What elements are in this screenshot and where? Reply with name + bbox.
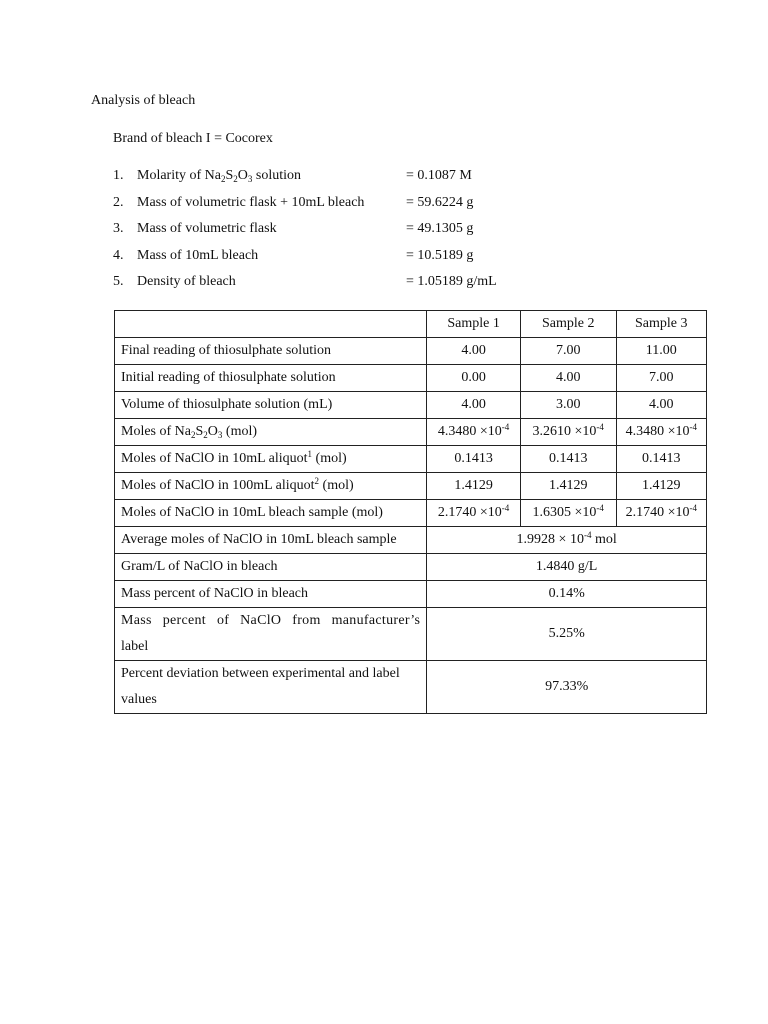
list-item: [113, 220, 533, 247]
table-row: [115, 365, 707, 392]
summary-value: 97.33%: [427, 661, 707, 714]
summary-value: 5.25%: [427, 608, 707, 661]
row-label: Average moles of NaClO in 10mL bleach sample: [115, 527, 427, 554]
item-label: Molarity of $Na_2S_2O_3$ solution: [137, 168, 302, 184]
cell-value: 4.00: [427, 392, 521, 419]
item-label: Mass of 10mL bleach: [137, 247, 259, 263]
cell-value: 4.00: [427, 338, 521, 365]
header-sample-2: Sample 2: [520, 311, 616, 338]
item-number: 5.: [113, 274, 124, 290]
cell-value: 7.00: [616, 365, 706, 392]
row-label: Percent deviation between experimental and label values: [115, 661, 427, 714]
cell-value: 0.1413: [616, 446, 706, 473]
summary-row: [115, 554, 707, 581]
cell-value: 0.1413: [520, 446, 616, 473]
item-number: 4.: [113, 247, 124, 263]
cell-value: 7.00: [520, 338, 616, 365]
header-empty-cell: [115, 311, 427, 338]
table-row: [115, 446, 707, 473]
row-label: Moles of NaClO in 10mL aliquot$^1$ (mol): [115, 446, 427, 473]
cell-value: 4.00: [520, 365, 616, 392]
header-sample-3: Sample 3: [616, 311, 706, 338]
cell-value: 3.00: [520, 392, 616, 419]
cell-value: $3.2610 \times 10^{-4}$: [520, 419, 616, 446]
row-label: Volume of thiosulphate solution (mL): [115, 392, 427, 419]
cell-value: 11.00: [616, 338, 706, 365]
item-value: = 1.05189 g/mL: [406, 274, 497, 290]
row-label: Final reading of thiosulphate solution: [115, 338, 427, 365]
row-label: Mass percent of NaClO from manufacturer’s label: [115, 608, 427, 661]
row-label: Initial reading of thiosulphate solution: [115, 365, 427, 392]
cell-value: 1.4129: [520, 473, 616, 500]
list-item: [113, 247, 533, 274]
cell-value: $2.1740 \times 10^{-4}$: [616, 500, 706, 527]
measurement-list: [113, 167, 533, 300]
summary-value: $1.9928 \times 10^{-4}$ mol: [427, 527, 707, 554]
item-value: = 10.5189 g: [406, 247, 474, 263]
item-number: 3.: [113, 221, 124, 237]
table-row: [115, 338, 707, 365]
row-label: Gram/L of NaClO in bleach: [115, 554, 427, 581]
item-number: 2.: [113, 194, 124, 210]
cell-value: 0.00: [427, 365, 521, 392]
cell-value: $4.3480 \times 10^{-4}$: [427, 419, 521, 446]
cell-value: 1.4129: [616, 473, 706, 500]
cell-value: $1.6305 \times 10^{-4}$: [520, 500, 616, 527]
item-label: Mass of volumetric flask + 10mL bleach: [137, 194, 365, 210]
row-label: Moles of $Na_2S_2O_3$ (mol): [115, 419, 427, 446]
table-row: [115, 500, 707, 527]
row-label: Moles of NaClO in 100mL aliquot$^2$ (mol): [115, 473, 427, 500]
summary-row: [115, 581, 707, 608]
table-header-row: [115, 311, 707, 338]
summary-row: [115, 608, 707, 661]
item-value: = 0.1087 M: [406, 168, 472, 183]
document-title: Analysis of bleach: [91, 93, 196, 108]
summary-row: [115, 527, 707, 554]
cell-value: $4.3480 \times 10^{-4}$: [616, 419, 706, 446]
summary-value: 0.14%: [427, 581, 707, 608]
cell-value: 0.1413: [427, 446, 521, 473]
cell-value: 4.00: [616, 392, 706, 419]
summary-row: [115, 661, 707, 714]
cell-value: $2.1740 \times 10^{-4}$: [427, 500, 521, 527]
summary-value: 1.4840 g/L: [427, 554, 707, 581]
item-number: 1.: [113, 168, 124, 183]
brand-line: Brand of bleach I = Cocorex: [113, 131, 273, 146]
row-label: Moles of NaClO in 10mL bleach sample (mol): [115, 500, 427, 527]
row-label: Mass percent of NaClO in bleach: [115, 581, 427, 608]
header-sample-1: Sample 1: [427, 311, 521, 338]
table-row: [115, 473, 707, 500]
list-item: [113, 273, 533, 300]
results-table: [114, 310, 707, 714]
list-item: [113, 167, 533, 194]
cell-value: 1.4129: [427, 473, 521, 500]
table-row: [115, 419, 707, 446]
table-row: [115, 392, 707, 419]
item-label: Density of bleach: [137, 274, 236, 290]
list-item: [113, 194, 533, 221]
item-value: = 59.6224 g: [406, 194, 474, 210]
item-value: = 49.1305 g: [406, 221, 474, 237]
item-label: Mass of volumetric flask: [137, 221, 277, 237]
